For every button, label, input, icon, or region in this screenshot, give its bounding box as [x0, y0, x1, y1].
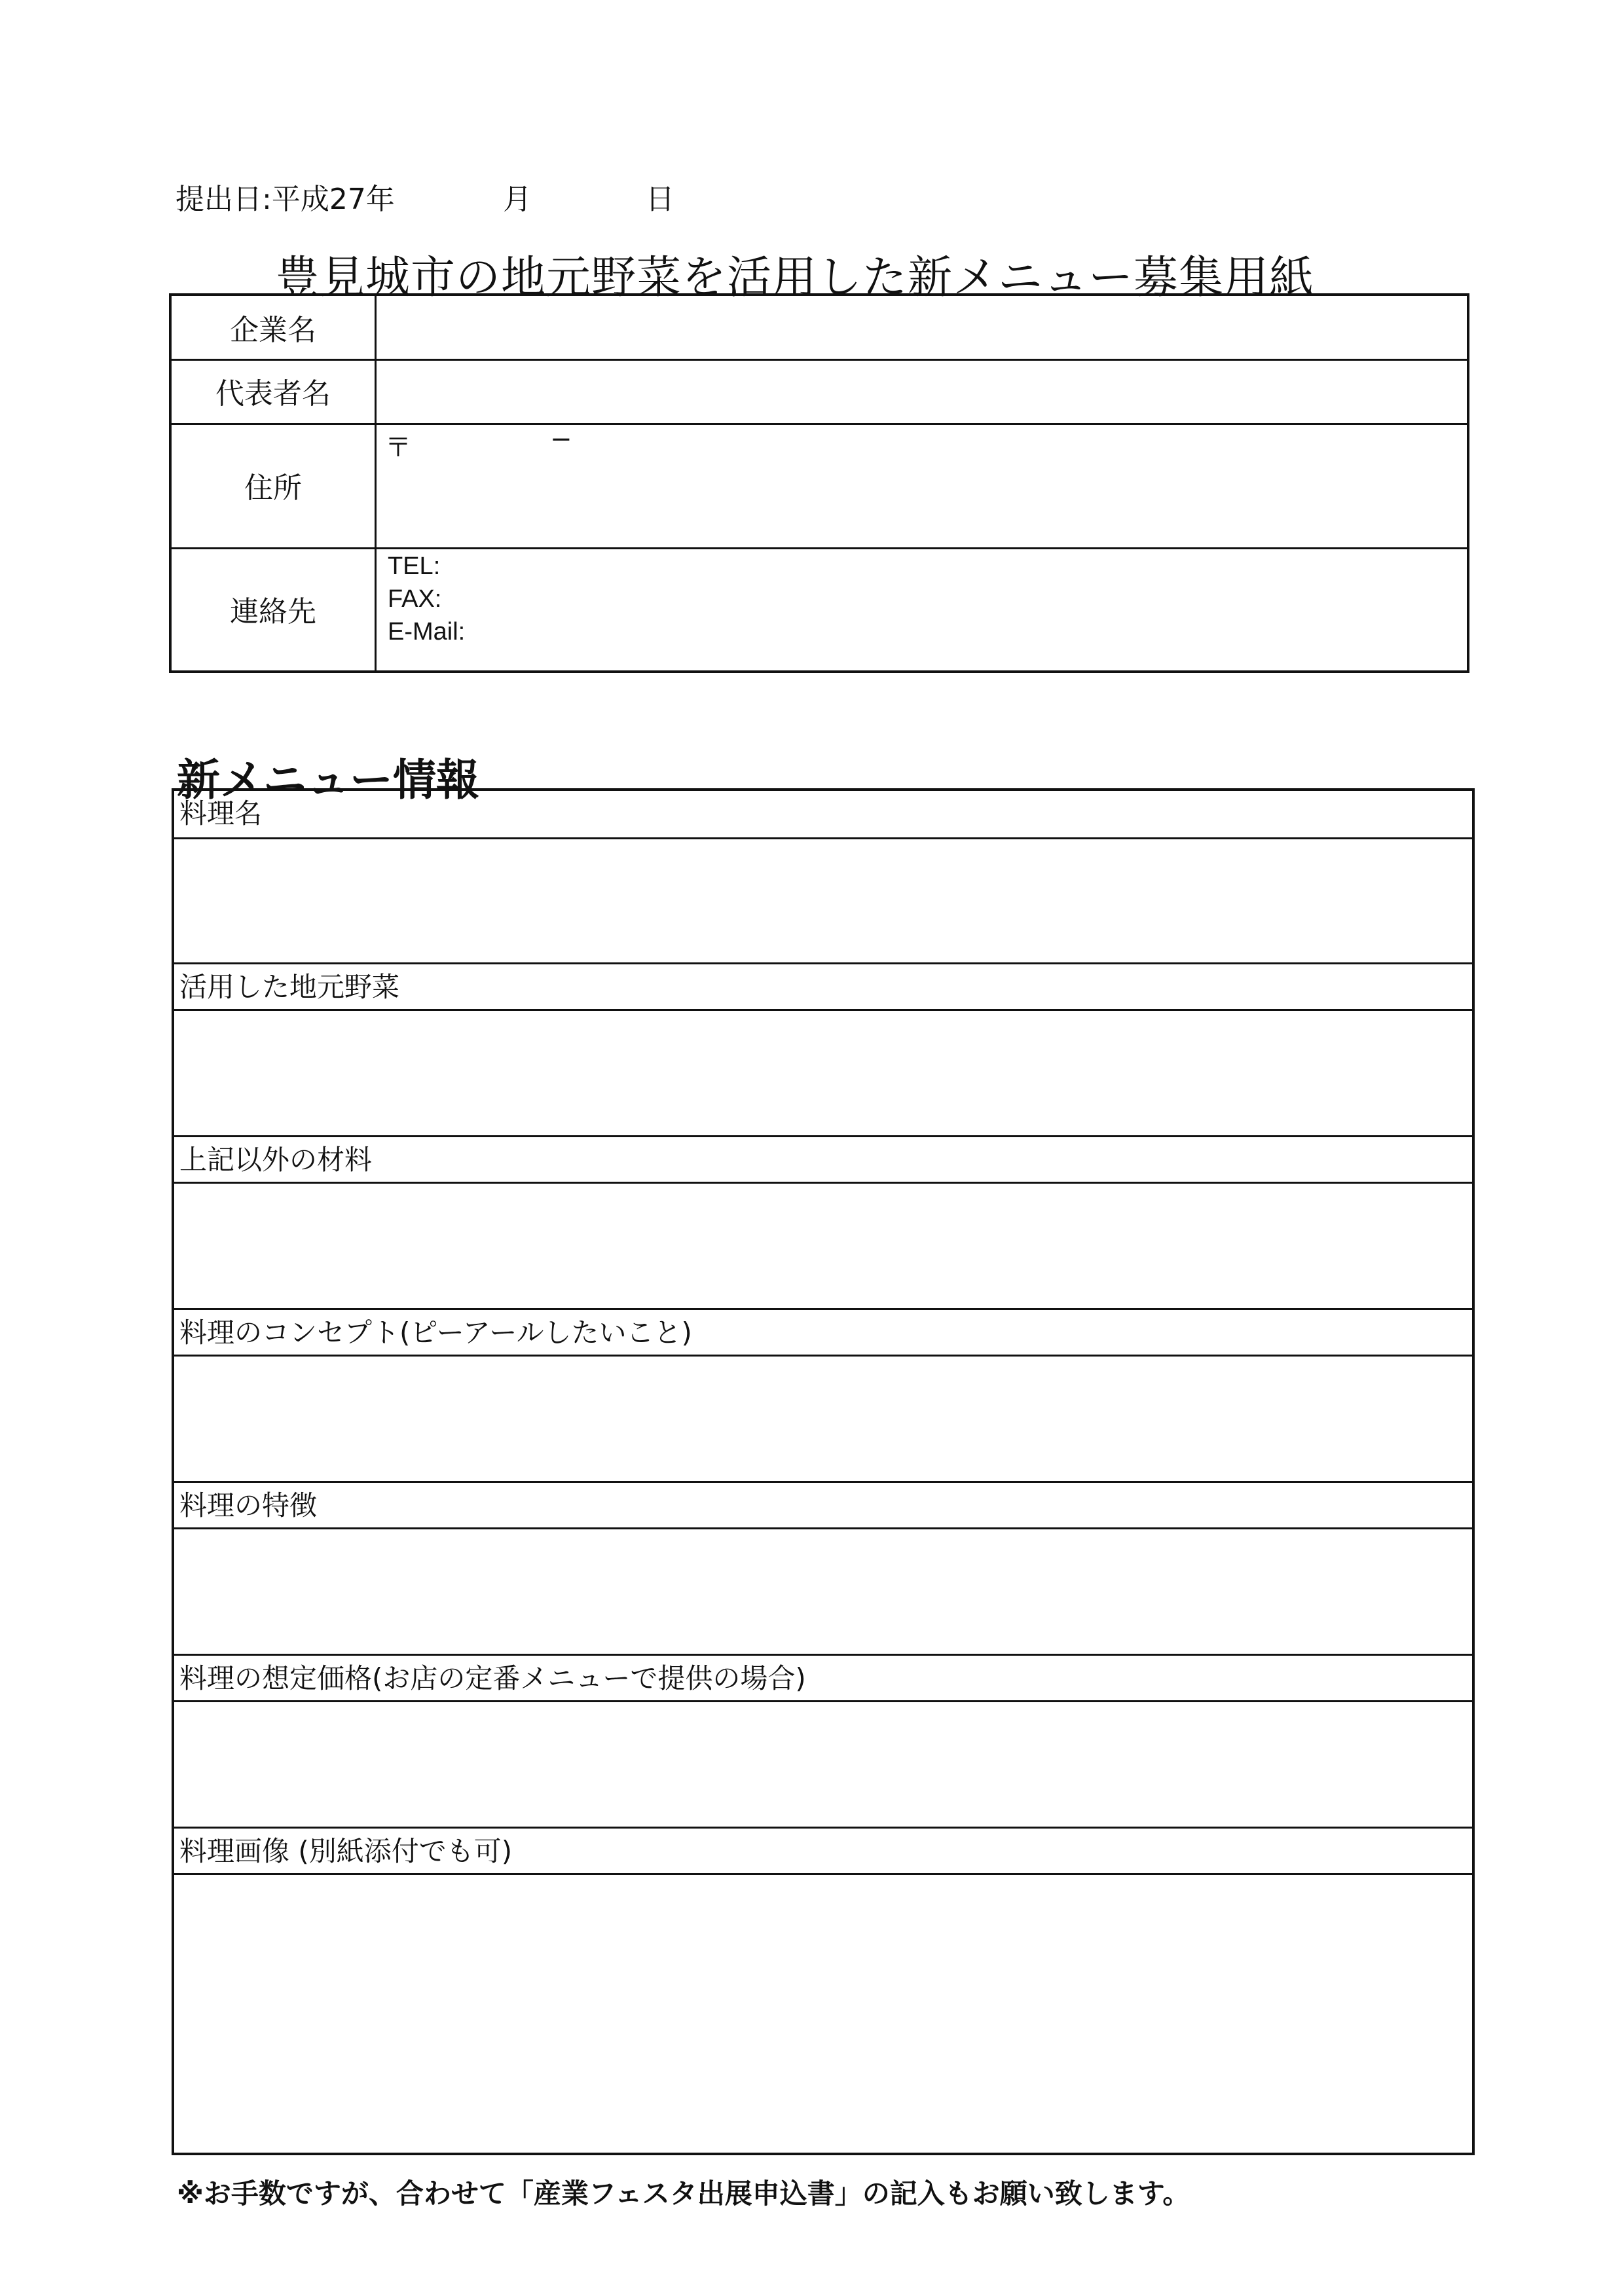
- postal-mark: 〒: [385, 433, 411, 463]
- day-label: 日: [646, 183, 674, 216]
- dish-name-label: 料理名: [174, 791, 1472, 839]
- applicant-table: [169, 293, 1469, 673]
- representative-label: 代表者名: [172, 359, 377, 423]
- email-label: E-Mail:: [388, 618, 466, 646]
- address-field[interactable]: [382, 423, 1467, 547]
- local-vegetables-label: 活用した地元野菜: [174, 962, 1472, 1011]
- postal-dash: −: [550, 424, 572, 454]
- other-ingredients-label: 上記以外の材料: [174, 1135, 1472, 1184]
- address-row: [172, 423, 1467, 549]
- representative-row: [172, 359, 1467, 425]
- company-label: 企業名: [172, 296, 377, 359]
- form-title: 豊見城市の地元野菜を活用した新メニュー募集用紙: [275, 252, 1315, 304]
- address-label: 住所: [172, 423, 377, 547]
- expected-price-label: 料理の想定価格(お店の定番メニューで提供の場合): [174, 1654, 1472, 1702]
- company-row: [172, 296, 1467, 361]
- menu-info-table: [172, 788, 1475, 2155]
- dish-features-label: 料理の特徴: [174, 1481, 1472, 1529]
- contact-label: 連絡先: [172, 547, 377, 670]
- contact-row: [172, 547, 1467, 670]
- representative-field[interactable]: [382, 359, 1467, 423]
- contact-field[interactable]: [382, 547, 1467, 670]
- footer-note: ※お手数ですが、合わせて「産業フェスタ出展申込書」の記入もお願い致します。: [177, 2178, 1190, 2210]
- submission-date-label: 提出日:平成27年: [175, 183, 395, 216]
- dish-concept-label: 料理のコンセプト(ピーアールしたいこと): [174, 1308, 1472, 1357]
- fax-label: FAX:: [388, 585, 442, 613]
- menu-info-heading: 新メニュー情報: [177, 755, 479, 805]
- company-field[interactable]: [382, 296, 1467, 359]
- tel-label: TEL:: [388, 553, 441, 580]
- month-label: 月: [503, 183, 532, 216]
- dish-image-label: 料理画像 (別紙添付でも可): [174, 1827, 1472, 1875]
